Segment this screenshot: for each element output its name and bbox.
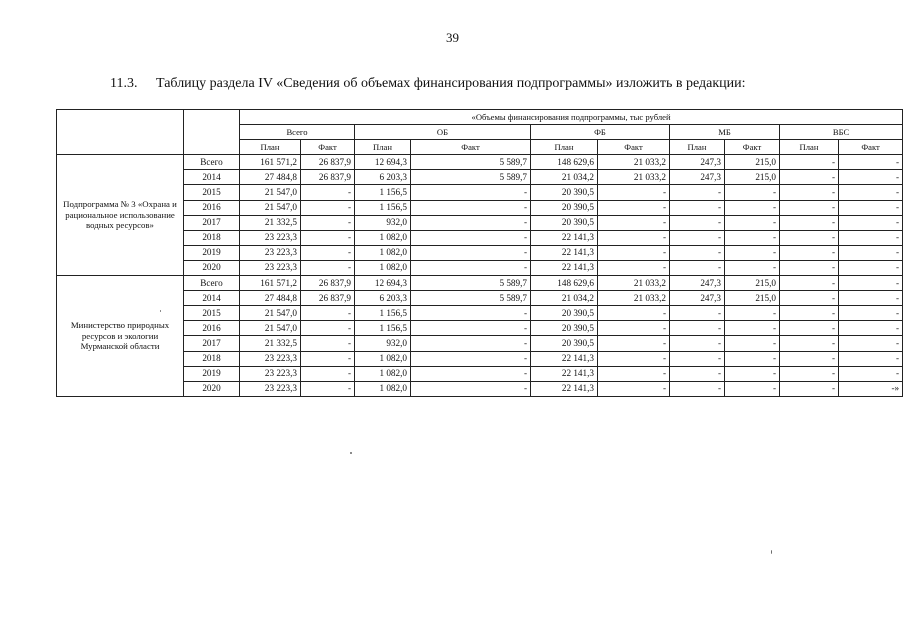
value-cell: 12 694,3 xyxy=(355,276,411,291)
value-cell: - xyxy=(780,306,839,321)
value-cell: 26 837,9 xyxy=(301,291,355,306)
table-row xyxy=(57,291,903,306)
page-number: 39 xyxy=(446,30,459,45)
header-fact: Факт xyxy=(301,140,355,155)
value-cell: 1 156,5 xyxy=(355,306,411,321)
value-cell: - xyxy=(780,170,839,185)
table-row xyxy=(57,245,903,260)
value-cell: - xyxy=(670,306,725,321)
year-cell: 2019 xyxy=(184,366,240,381)
value-cell: - xyxy=(725,351,780,366)
value-cell: - xyxy=(670,336,725,351)
value-cell: 1 082,0 xyxy=(355,260,411,275)
value-cell: 1 156,5 xyxy=(355,321,411,336)
value-cell: - xyxy=(780,381,839,396)
value-cell: 1 082,0 xyxy=(355,245,411,260)
value-cell: 1 082,0 xyxy=(355,351,411,366)
value-cell: - xyxy=(301,306,355,321)
year-cell: 2018 xyxy=(184,351,240,366)
value-cell: - xyxy=(598,321,670,336)
value-cell: - xyxy=(301,215,355,230)
value-cell: - xyxy=(839,200,903,215)
year-cell: 2016 xyxy=(184,321,240,336)
value-cell: - xyxy=(839,230,903,245)
value-cell: - xyxy=(839,170,903,185)
value-cell: - xyxy=(670,321,725,336)
value-cell: - xyxy=(725,381,780,396)
value-cell: - xyxy=(839,215,903,230)
value-cell: - xyxy=(670,230,725,245)
value-cell: 21 547,0 xyxy=(240,185,301,200)
value-cell: 161 571,2 xyxy=(240,276,301,291)
value-cell: 1 082,0 xyxy=(355,230,411,245)
header-plan: План xyxy=(670,140,725,155)
value-cell: - xyxy=(725,260,780,275)
value-cell: - xyxy=(411,260,531,275)
value-cell: - xyxy=(301,381,355,396)
value-cell: - xyxy=(725,245,780,260)
header-fact: Факт xyxy=(839,140,903,155)
value-cell: 21 033,2 xyxy=(598,170,670,185)
header-fact: Факт xyxy=(411,140,531,155)
value-cell: - xyxy=(780,230,839,245)
value-cell: - xyxy=(598,260,670,275)
value-cell: 22 141,3 xyxy=(531,351,598,366)
value-cell: 21 332,5 xyxy=(240,336,301,351)
value-cell: 21 547,0 xyxy=(240,321,301,336)
value-cell: 148 629,6 xyxy=(531,155,598,170)
value-cell: 932,0 xyxy=(355,215,411,230)
year-cell: 2019 xyxy=(184,245,240,260)
heading-number: 11.3. xyxy=(110,76,138,91)
value-cell: - xyxy=(839,260,903,275)
value-cell: 20 390,5 xyxy=(531,215,598,230)
value-cell: - xyxy=(670,366,725,381)
value-cell: - xyxy=(598,306,670,321)
value-cell: 22 141,3 xyxy=(531,230,598,245)
table-row xyxy=(57,170,903,185)
year-cell: 2014 xyxy=(184,170,240,185)
value-cell: - xyxy=(725,306,780,321)
value-cell: 27 484,8 xyxy=(240,291,301,306)
value-cell: - xyxy=(780,321,839,336)
year-cell: Всего xyxy=(184,276,240,291)
value-cell: - xyxy=(598,245,670,260)
header-plan: План xyxy=(240,140,301,155)
table-row xyxy=(57,366,903,381)
value-cell: - xyxy=(839,336,903,351)
value-cell: 247,3 xyxy=(670,170,725,185)
value-cell: 21 033,2 xyxy=(598,276,670,291)
table-row xyxy=(57,200,903,215)
table-row xyxy=(57,215,903,230)
value-cell: - xyxy=(301,200,355,215)
header-plan: План xyxy=(780,140,839,155)
year-cell: 2014 xyxy=(184,291,240,306)
table-row xyxy=(57,381,903,396)
value-cell: 215,0 xyxy=(725,170,780,185)
header-empty-name xyxy=(57,110,184,155)
value-cell: - xyxy=(780,215,839,230)
year-cell: 2017 xyxy=(184,336,240,351)
header-plan: План xyxy=(355,140,411,155)
year-cell: 2016 xyxy=(184,200,240,215)
value-cell: - xyxy=(839,245,903,260)
header-group-title: «Объемы финансирования подпрограммы, тыс рублей xyxy=(240,110,903,125)
value-cell: - xyxy=(411,336,531,351)
value-cell: - xyxy=(839,276,903,291)
value-cell: 21 332,5 xyxy=(240,215,301,230)
year-cell: 2015 xyxy=(184,185,240,200)
value-cell: 26 837,9 xyxy=(301,170,355,185)
value-cell: 247,3 xyxy=(670,155,725,170)
value-cell: - xyxy=(780,155,839,170)
value-cell: - xyxy=(780,336,839,351)
year-cell: Всего xyxy=(184,155,240,170)
value-cell: - xyxy=(780,200,839,215)
value-cell: 215,0 xyxy=(725,276,780,291)
table-row xyxy=(57,351,903,366)
value-cell: - xyxy=(301,351,355,366)
header-source-total: Всего xyxy=(240,125,355,140)
table-row xyxy=(57,321,903,336)
value-cell: 247,3 xyxy=(670,291,725,306)
value-cell: 6 203,3 xyxy=(355,170,411,185)
value-cell: 5 589,7 xyxy=(411,155,531,170)
value-cell: - xyxy=(725,215,780,230)
value-cell: 5 589,7 xyxy=(411,170,531,185)
value-cell: - xyxy=(598,215,670,230)
value-cell: - xyxy=(598,336,670,351)
table-row xyxy=(57,336,903,351)
value-cell: 22 141,3 xyxy=(531,245,598,260)
value-cell: 26 837,9 xyxy=(301,276,355,291)
value-cell: 21 547,0 xyxy=(240,306,301,321)
value-cell: - xyxy=(301,321,355,336)
value-cell: 215,0 xyxy=(725,291,780,306)
value-cell: - xyxy=(301,366,355,381)
value-cell: -» xyxy=(839,381,903,396)
header-empty-year xyxy=(184,110,240,155)
value-cell: - xyxy=(301,260,355,275)
year-cell: 2015 xyxy=(184,306,240,321)
value-cell: 23 223,3 xyxy=(240,245,301,260)
value-cell: - xyxy=(725,336,780,351)
value-cell: 12 694,3 xyxy=(355,155,411,170)
table-row xyxy=(57,260,903,275)
value-cell: - xyxy=(780,185,839,200)
table-row xyxy=(57,276,903,291)
value-cell: 932,0 xyxy=(355,336,411,351)
value-cell: 5 589,7 xyxy=(411,291,531,306)
row-group-name: Подпрограмма № 3 «Охрана и рациональное использование водных ресурсов» xyxy=(57,155,184,276)
section-heading xyxy=(110,76,745,92)
value-cell: - xyxy=(301,336,355,351)
table-row xyxy=(57,306,903,321)
value-cell: - xyxy=(301,185,355,200)
value-cell: 22 141,3 xyxy=(531,381,598,396)
value-cell: - xyxy=(598,351,670,366)
value-cell: - xyxy=(839,321,903,336)
value-cell: - xyxy=(780,366,839,381)
value-cell: 23 223,3 xyxy=(240,366,301,381)
value-cell: 215,0 xyxy=(725,155,780,170)
value-cell: 161 571,2 xyxy=(240,155,301,170)
value-cell: - xyxy=(670,185,725,200)
value-cell: - xyxy=(725,200,780,215)
value-cell: 20 390,5 xyxy=(531,321,598,336)
value-cell: - xyxy=(411,230,531,245)
table-row xyxy=(57,155,903,170)
table-row xyxy=(57,230,903,245)
value-cell: - xyxy=(839,155,903,170)
year-cell: 2018 xyxy=(184,230,240,245)
value-cell: - xyxy=(411,245,531,260)
value-cell: 5 589,7 xyxy=(411,276,531,291)
header-source-mb: МБ xyxy=(670,125,780,140)
year-cell: 2020 xyxy=(184,381,240,396)
value-cell: - xyxy=(411,185,531,200)
financing-table xyxy=(56,109,903,397)
value-cell: 20 390,5 xyxy=(531,185,598,200)
value-cell: - xyxy=(780,351,839,366)
value-cell: - xyxy=(411,215,531,230)
value-cell: 23 223,3 xyxy=(240,351,301,366)
value-cell: - xyxy=(670,351,725,366)
value-cell: 21 034,2 xyxy=(531,170,598,185)
header-source-vbs: ВБС xyxy=(780,125,903,140)
value-cell: - xyxy=(725,230,780,245)
value-cell: 1 082,0 xyxy=(355,366,411,381)
value-cell: 20 390,5 xyxy=(531,306,598,321)
value-cell: 22 141,3 xyxy=(531,260,598,275)
value-cell: - xyxy=(839,366,903,381)
year-cell: 2017 xyxy=(184,215,240,230)
value-cell: - xyxy=(670,245,725,260)
header-source-fb: ФБ xyxy=(531,125,670,140)
value-cell: - xyxy=(670,260,725,275)
value-cell: - xyxy=(411,381,531,396)
value-cell: 247,3 xyxy=(670,276,725,291)
value-cell: 23 223,3 xyxy=(240,260,301,275)
value-cell: - xyxy=(411,306,531,321)
value-cell: 21 034,2 xyxy=(531,291,598,306)
value-cell: - xyxy=(780,291,839,306)
value-cell: - xyxy=(670,381,725,396)
value-cell: 148 629,6 xyxy=(531,276,598,291)
value-cell: 27 484,8 xyxy=(240,170,301,185)
header-plan: План xyxy=(531,140,598,155)
value-cell: - xyxy=(301,245,355,260)
value-cell: - xyxy=(839,351,903,366)
value-cell: - xyxy=(598,185,670,200)
value-cell: 1 156,5 xyxy=(355,200,411,215)
value-cell: - xyxy=(725,321,780,336)
value-cell: 21 547,0 xyxy=(240,200,301,215)
value-cell: - xyxy=(598,381,670,396)
value-cell: 22 141,3 xyxy=(531,366,598,381)
scan-speck xyxy=(350,452,352,454)
value-cell: - xyxy=(411,200,531,215)
value-cell: 21 033,2 xyxy=(598,155,670,170)
row-group-name: Министерство природных ресурсов и экологии Мурманской области xyxy=(57,276,184,397)
value-cell: 1 082,0 xyxy=(355,381,411,396)
table-body xyxy=(57,110,903,397)
value-cell: - xyxy=(725,185,780,200)
value-cell: - xyxy=(598,230,670,245)
table-row xyxy=(57,185,903,200)
header-row-group xyxy=(57,110,903,125)
value-cell: - xyxy=(780,245,839,260)
value-cell: - xyxy=(598,200,670,215)
value-cell: 1 156,5 xyxy=(355,185,411,200)
scan-speck xyxy=(771,550,772,554)
value-cell: 20 390,5 xyxy=(531,336,598,351)
value-cell: - xyxy=(301,230,355,245)
value-cell: - xyxy=(411,321,531,336)
value-cell: - xyxy=(839,291,903,306)
header-source-ob: ОБ xyxy=(355,125,531,140)
heading-text: Таблицу раздела IV «Сведения об объемах финансирования подпрограммы» изложить в редакции: xyxy=(156,76,746,91)
value-cell: - xyxy=(670,200,725,215)
value-cell: 26 837,9 xyxy=(301,155,355,170)
value-cell: 21 033,2 xyxy=(598,291,670,306)
value-cell: - xyxy=(411,366,531,381)
value-cell: 23 223,3 xyxy=(240,230,301,245)
value-cell: 20 390,5 xyxy=(531,200,598,215)
scan-speck xyxy=(160,310,161,312)
value-cell: 6 203,3 xyxy=(355,291,411,306)
value-cell: - xyxy=(670,215,725,230)
value-cell: - xyxy=(839,185,903,200)
value-cell: - xyxy=(725,366,780,381)
value-cell: - xyxy=(780,260,839,275)
header-fact: Факт xyxy=(598,140,670,155)
value-cell: - xyxy=(839,306,903,321)
value-cell: - xyxy=(780,276,839,291)
value-cell: 23 223,3 xyxy=(240,381,301,396)
value-cell: - xyxy=(411,351,531,366)
year-cell: 2020 xyxy=(184,260,240,275)
value-cell: - xyxy=(598,366,670,381)
header-fact: Факт xyxy=(725,140,780,155)
